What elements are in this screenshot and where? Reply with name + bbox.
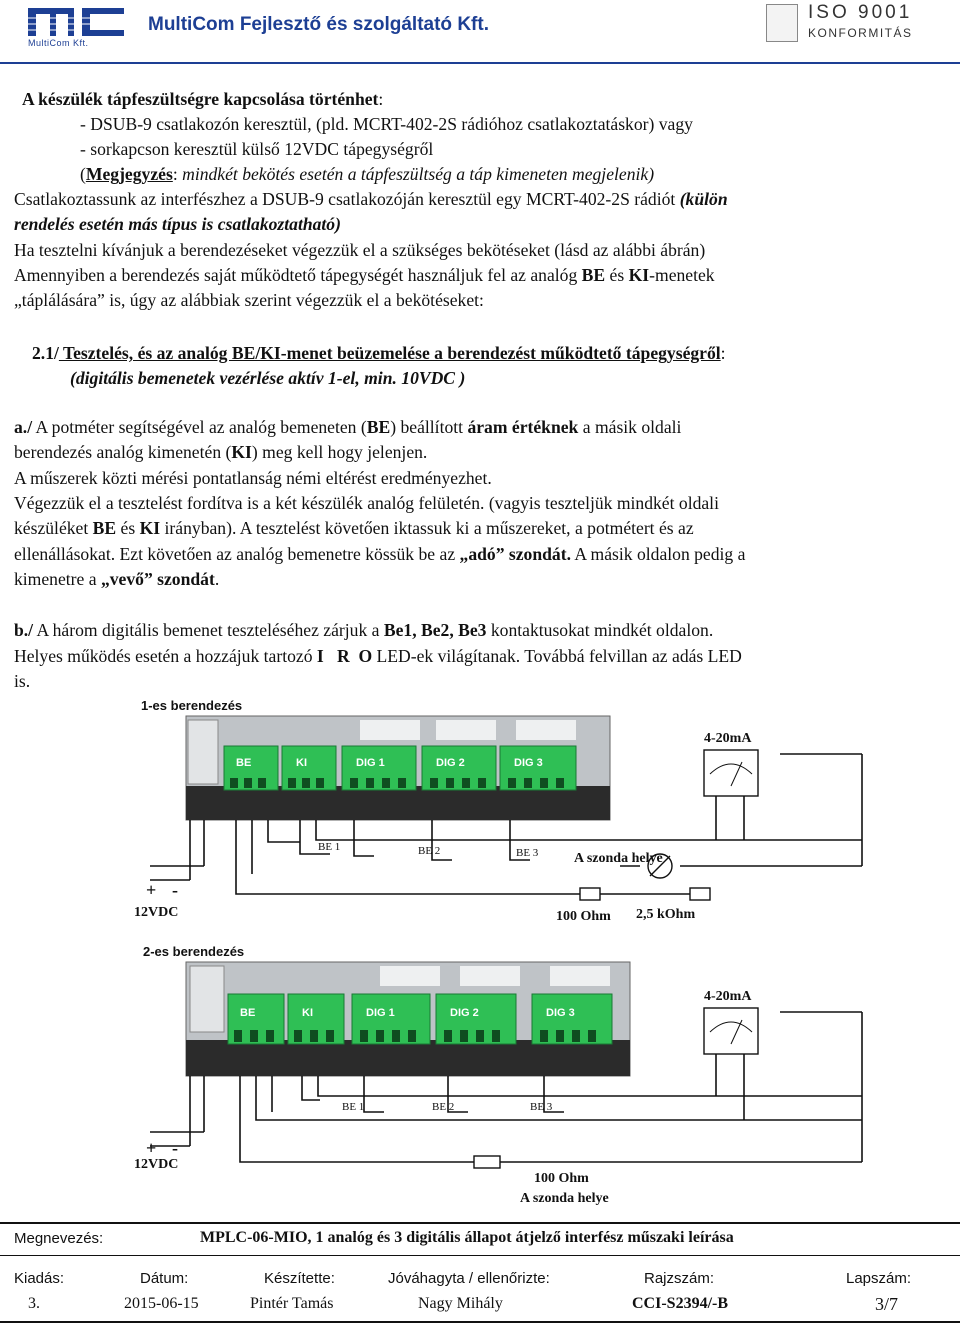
para-b-line-3: is. xyxy=(14,671,31,691)
label-dig3: DIG 3 xyxy=(546,1007,575,1019)
meter-label: 4-20mA xyxy=(704,989,752,1004)
para-a-line-4: Végezzük el a tesztelést fordítva is a két készülék analóg felületén. (vagyis teszteljük mindkét oldali xyxy=(14,493,719,513)
footer-divider-mid xyxy=(0,1255,960,1256)
iso-title: ISO 9001 xyxy=(808,2,913,23)
footer-name-label: Megnevezés: xyxy=(14,1230,104,1247)
footer-kiadas-value: 3. xyxy=(28,1295,40,1312)
iso-emblem-icon xyxy=(766,4,798,42)
test-paragraph-line-2: Amennyiben a berendezés saját működtető tápegységét használjuk fel az analóg BE és KI-menetek xyxy=(14,265,715,285)
label-dig2: DIG 2 xyxy=(450,1007,479,1019)
label-dig2: DIG 2 xyxy=(436,757,465,769)
para-b-line-1: b./ A három digitális bemenet teszteléséhez zárjuk a Be1, Be2, Be3 kontaktusokat mindkét oldalon. xyxy=(14,620,714,640)
footer-datum-label: Dátum: xyxy=(140,1270,189,1287)
para-b-line-2: Helyes működés esetén a hozzájuk tartozó I R O LED-ek világítanak. Továbbá felvillan az adás LED xyxy=(14,646,742,666)
resistor-1-label: 100 Ohm xyxy=(534,1171,589,1186)
para-a-line-6: ellenállásokat. Ezt követően az analóg bemenetre kössük be az „adó” szondát. A másik oldalon pedig a xyxy=(14,544,746,564)
section-subheading: (digitális bemenetek vezérlése aktív 1-el, min. 10VDC ) xyxy=(70,368,466,388)
para-a-line-1: a./ A potméter segítségével az analóg bemeneten (BE) beállított áram értéknek a másik oldali xyxy=(14,417,682,437)
wiring-diagram-1 xyxy=(0,690,960,930)
footer-rajzszam-value: CCI-S2394/-B xyxy=(632,1295,729,1312)
section-heading: 2.1/ Tesztelés, és az analóg BE/KI-menet beüzemelése a berendezést működtető tápegységről: xyxy=(32,343,726,363)
device-photo xyxy=(186,716,610,820)
label-be2: BE 2 xyxy=(432,1101,455,1113)
footer-datum-value: 2015-06-15 xyxy=(124,1295,199,1312)
label-ki: KI xyxy=(296,757,307,769)
supply-label: 12VDC xyxy=(134,905,179,920)
diagram-title: 1-es berendezés xyxy=(141,698,243,713)
power-option-terminal: - sorkapcson keresztül külső 12VDC tápegységről xyxy=(80,139,434,159)
resistor-100ohm-icon xyxy=(474,1156,500,1168)
footer-name-value: MPLC-06-MIO, 1 analóg és 3 digitális állapot átjelző interfész műszaki leírása xyxy=(200,1229,734,1246)
wiring-lines xyxy=(150,1066,862,1162)
power-heading: A készülék tápfeszültségre kapcsolása történhet: xyxy=(22,89,384,109)
connect-paragraph-line-1: Csatlakoztassunk az interfészhez a DSUB-9 csatlakozóján keresztül egy MCRT-402-2S rádiót (külön xyxy=(14,189,728,209)
label-dig1: DIG 1 xyxy=(366,1007,395,1019)
label-be1: BE 1 xyxy=(318,841,341,853)
para-a-line-5: készüléket BE és KI irányban). A tesztelést követően iktassuk ki a műszereket, a potmétert és az xyxy=(14,518,694,538)
resistor-2-label: 2,5 kOhm xyxy=(636,907,696,922)
plus-sign: + xyxy=(146,1138,157,1158)
connect-paragraph-line-2: rendelés esetén más típus is csatlakoztatható) xyxy=(14,214,341,234)
test-paragraph-line-3: „táplálására” is, úgy az alábbiak szerint végezzük el a bekötéseket: xyxy=(14,290,484,310)
resistor-2k5-icon xyxy=(690,888,710,900)
label-be3: BE 3 xyxy=(530,1101,553,1113)
power-option-dsub: - DSUB-9 csatlakozón keresztül, (pld. MCRT-402-2S rádióhoz csatlakoztatáskor) vagy xyxy=(80,114,693,134)
label-be: BE xyxy=(236,757,252,769)
footer-jovahagyta-label: Jóváhagyta / ellenőrizte: xyxy=(388,1270,550,1287)
footer-lapszam-label: Lapszám: xyxy=(846,1270,912,1287)
footer-lapszam-value: 3/7 xyxy=(875,1294,899,1314)
probe-label: A szonda helye xyxy=(520,1191,609,1206)
iso-subtitle: KONFORMITÁS xyxy=(808,26,913,40)
header-divider xyxy=(0,62,960,64)
label-dig1: DIG 1 xyxy=(356,757,385,769)
minus-sign: - xyxy=(172,1138,178,1158)
resistor-100ohm-icon xyxy=(580,888,600,900)
resistor-1-label: 100 Ohm xyxy=(556,909,611,924)
para-a-line-7: kimenetre a „vevő” szondát. xyxy=(14,569,220,589)
minus-sign: - xyxy=(172,880,178,900)
page-header xyxy=(0,0,960,62)
label-be3: BE 3 xyxy=(516,847,539,859)
footer-divider-top xyxy=(0,1222,960,1224)
test-paragraph-line-1: Ha tesztelni kívánjuk a berendezéseket végezzük el a szükséges bekötéseket (lásd az alábbi ábrán) xyxy=(14,240,706,260)
label-ki: KI xyxy=(302,1007,313,1019)
probe-label: A szonda helye xyxy=(574,851,663,866)
label-dig3: DIG 3 xyxy=(514,757,543,769)
ammeter-icon xyxy=(704,750,758,796)
page-footer xyxy=(0,1222,960,1323)
footer-kiadas-label: Kiadás: xyxy=(14,1270,65,1287)
plus-sign: + xyxy=(146,880,157,900)
supply-label: 12VDC xyxy=(134,1157,179,1172)
para-a-line-3: A műszerek közti mérési pontatlanság némi eltérést eredményezhet. xyxy=(14,468,492,488)
label-be: BE xyxy=(240,1007,256,1019)
diagram-title: 2-es berendezés xyxy=(143,944,245,959)
wiring-diagram-2 xyxy=(0,936,960,1208)
logo-caption: MultiCom Kft. xyxy=(28,38,89,48)
meter-label: 4-20mA xyxy=(704,731,752,746)
footer-rajzszam-label: Rajzszám: xyxy=(644,1270,715,1287)
label-be1: BE 1 xyxy=(342,1101,365,1113)
footer-jovahagyta-value: Nagy Mihály xyxy=(418,1295,503,1312)
label-be2: BE 2 xyxy=(418,845,441,857)
company-name: MultiCom Fejlesztő és szolgáltató Kft. xyxy=(148,14,489,35)
ammeter-icon xyxy=(704,1008,758,1054)
para-a-line-2: berendezés analóg kimenetén (KI) meg kell hogy jelenjen. xyxy=(14,442,428,462)
footer-keszitette-label: Készítette: xyxy=(264,1270,335,1287)
device-photo xyxy=(186,962,630,1076)
wiring-lines xyxy=(150,820,862,894)
power-note: (Megjegyzés: mindkét bekötés esetén a tápfeszültség a táp kimeneten megjelenik) xyxy=(80,164,655,184)
footer-keszitette-value: Pintér Tamás xyxy=(250,1295,334,1312)
